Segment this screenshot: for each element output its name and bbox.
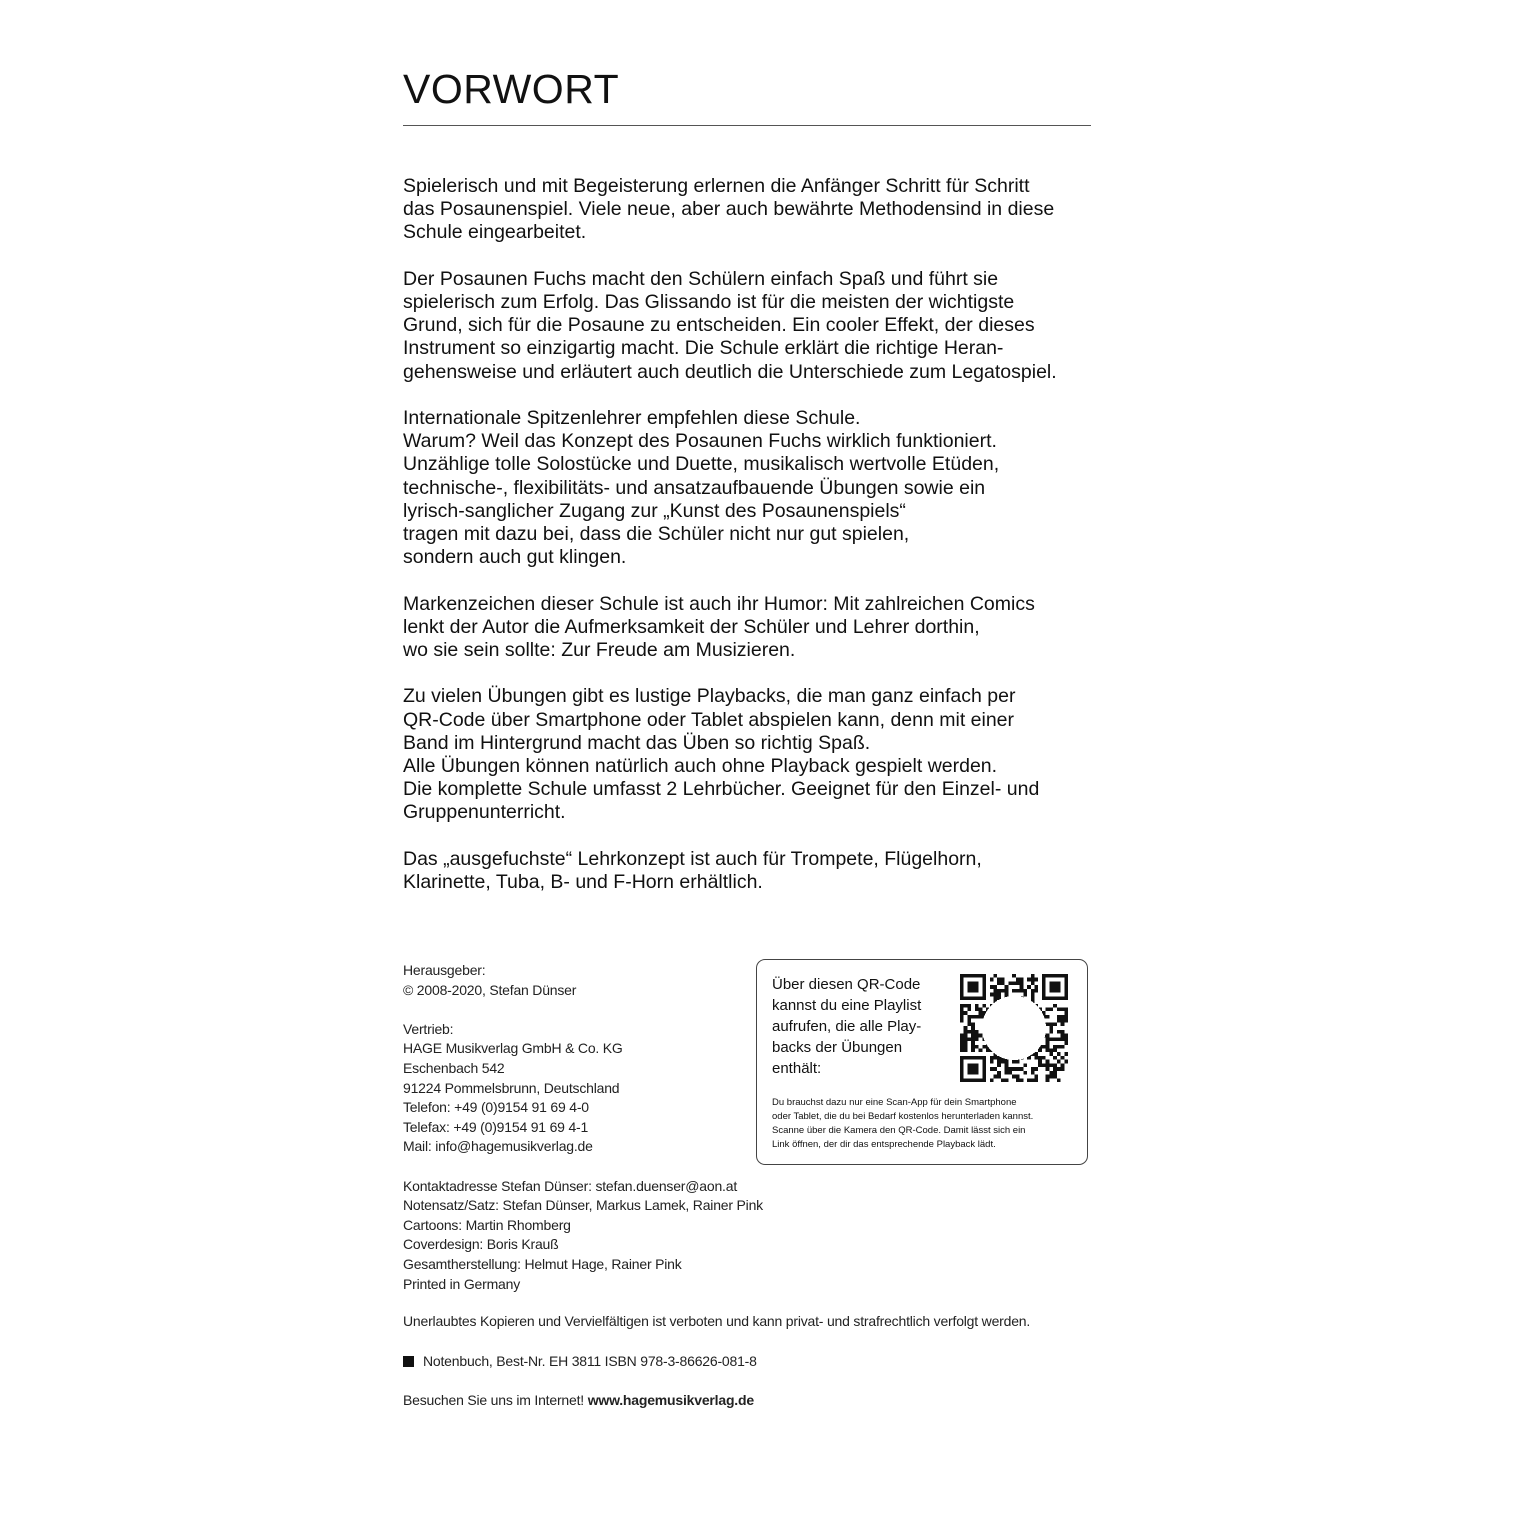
imprint-line: Printed in Germany xyxy=(403,1275,521,1292)
page-title: VORWORT xyxy=(403,66,620,112)
imprint-line: Notensatz/Satz: Stefan Dünser, Markus Lamek, Rainer Pink xyxy=(403,1197,763,1214)
imprint-line: Gesamtherstellung: Helmut Hage, Rainer Pink xyxy=(403,1255,682,1272)
square-bullet-icon xyxy=(403,1356,414,1367)
distribution-block xyxy=(403,1020,748,1157)
foreword-paragraph xyxy=(403,848,1093,894)
imprint-line: Herausgeber: xyxy=(403,962,486,978)
text-line: Gruppenunterricht. xyxy=(403,801,566,824)
text-line: lyrisch-sanglicher Zugang zur „Kunst des Posaunenspiels“ xyxy=(403,499,906,522)
text-line: Die komplette Schule umfasst 2 Lehrbücher. Geeignet für den Einzel- und xyxy=(403,778,1040,801)
visit-prefix: Besuchen Sie uns im Internet! xyxy=(403,1392,584,1408)
text-line: QR-Code über Smartphone oder Tablet abspielen kann, denn mit einer xyxy=(403,708,1015,731)
text-line: gehensweise und erläutert auch deutlich die Unterschiede zum Legatospiel. xyxy=(403,360,1057,383)
website-link[interactable]: www.hagemusikverlag.de xyxy=(587,1392,754,1408)
qr-intro-text xyxy=(772,974,952,1079)
qr-hint-line: Scanne über die Kamera den QR-Code. Damit lässt sich ein xyxy=(772,1125,1026,1136)
qr-intro-line: Über diesen QR-Code xyxy=(772,976,921,993)
publisher-block xyxy=(403,961,748,1000)
text-line: Spielerisch und mit Begeisterung erlernen die Anfänger Schritt für Schritt xyxy=(403,175,1030,197)
text-line: Warum? Weil das Konzept des Posaunen Fuchs wirklich funktioniert. xyxy=(403,430,997,453)
imprint-line: Coverdesign: Boris Krauß xyxy=(403,1236,559,1253)
qr-hint-text xyxy=(772,1096,1084,1152)
text-line: spielerisch zum Erfolg. Das Glissando ist für die meisten der wichtigste xyxy=(403,291,1015,313)
qr-hint-line: Link öffnen, der dir das entsprechende Playback lädt. xyxy=(772,1139,996,1150)
text-line: Unzählige tolle Solostücke und Duette, musikalisch wertvolle Etüden, xyxy=(403,453,1000,476)
text-line: Instrument so einzigartig macht. Die Schule erklärt die richtige Heran- xyxy=(403,337,1004,360)
website-line xyxy=(403,1392,1103,1408)
foreword-paragraph xyxy=(403,175,1093,245)
foreword-body xyxy=(403,175,1093,917)
imprint-line: Vertrieb: xyxy=(403,1020,454,1037)
imprint-line: Eschenbach 542 xyxy=(403,1059,505,1076)
text-line: Klarinette, Tuba, B- und F-Horn erhältlich. xyxy=(403,871,763,894)
text-line: lenkt der Autor die Aufmerksamkeit der Schüler und Lehrer dorthin, xyxy=(403,615,980,638)
imprint-line: Telefon: +49 (0)9154 91 69 4-0 xyxy=(403,1099,589,1116)
text-line: Internationale Spitzenlehrer empfehlen diese Schule. xyxy=(403,407,861,429)
foreword-paragraph xyxy=(403,685,1093,824)
imprint-line: Kontaktadresse Stefan Dünser: stefan.duenser@aon.at xyxy=(403,1177,738,1194)
qr-intro-line: enthält: xyxy=(772,1060,822,1077)
qr-code-icon[interactable] xyxy=(960,974,1068,1082)
imprint-line: Mail: info@hagemusikverlag.de xyxy=(403,1138,593,1155)
imprint-line: © 2008-2020, Stefan Dünser xyxy=(403,981,577,998)
text-line: Zu vielen Übungen gibt es lustige Playbacks, die man ganz einfach per xyxy=(403,685,1016,708)
text-line: wo sie sein sollte: Zur Freude am Musizieren. xyxy=(403,639,796,662)
text-line: Grund, sich für die Posaune zu entscheiden. Ein cooler Effekt, der dieses xyxy=(403,314,1035,337)
order-info xyxy=(403,1353,1103,1369)
order-number: Notenbuch, Best-Nr. EH 3811 ISBN 978-3-86626-081-8 xyxy=(423,1353,757,1369)
imprint xyxy=(403,961,763,1314)
text-line: Das „ausgefuchste“ Lehrkonzept ist auch für Trompete, Flügelhorn, xyxy=(403,847,982,870)
qr-hint-line: Du brauchst dazu nur eine Scan-App für dein Smartphone xyxy=(772,1097,1017,1108)
qr-info-box xyxy=(756,959,1088,1165)
text-line: Alle Übungen können natürlich auch ohne Playback gespielt werden. xyxy=(403,755,998,778)
text-line: Markenzeichen dieser Schule ist auch ihr Humor: Mit zahlreichen Comics xyxy=(403,592,1035,615)
qr-intro-line: kannst du eine Playlist xyxy=(772,997,922,1014)
legal-notice: Unerlaubtes Kopieren und Vervielfältigen ist verboten und kann privat- und strafrechtlich verfolgt werden. xyxy=(403,1313,1031,1329)
foreword-paragraph xyxy=(403,268,1093,384)
qr-intro-line: aufrufen, die alle Play- xyxy=(772,1018,922,1035)
text-line: tragen mit dazu bei, dass die Schüler nicht nur gut spielen, xyxy=(403,523,910,546)
text-line: technische-, flexibilitäts- und ansatzaufbauende Übungen sowie ein xyxy=(403,476,986,499)
text-line: Der Posaunen Fuchs macht den Schülern einfach Spaß und führt sie xyxy=(403,267,999,290)
foreword-paragraph xyxy=(403,593,1093,663)
qr-intro-line: backs der Übungen xyxy=(772,1039,903,1056)
imprint-line: HAGE Musikverlag GmbH & Co. KG xyxy=(403,1040,623,1057)
qr-hint-line: oder Tablet, die du bei Bedarf kostenlos herunterladen kannst. xyxy=(772,1111,1034,1122)
text-line: das Posaunenspiel. Viele neue, aber auch bewährte Methodensind in diese xyxy=(403,198,1055,221)
text-line: Schule eingearbeitet. xyxy=(403,221,587,244)
title-divider xyxy=(403,125,1091,126)
foreword-paragraph xyxy=(403,407,1093,569)
imprint-line: 91224 Pommelsbrunn, Deutschland xyxy=(403,1079,620,1096)
text-line: sondern auch gut klingen. xyxy=(403,546,627,569)
text-line: Band im Hintergrund macht das Üben so richtig Spaß. xyxy=(403,731,871,754)
credits-block xyxy=(403,1177,763,1295)
imprint-line: Cartoons: Martin Rhomberg xyxy=(403,1216,571,1233)
imprint-line: Telefax: +49 (0)9154 91 69 4-1 xyxy=(403,1118,589,1135)
